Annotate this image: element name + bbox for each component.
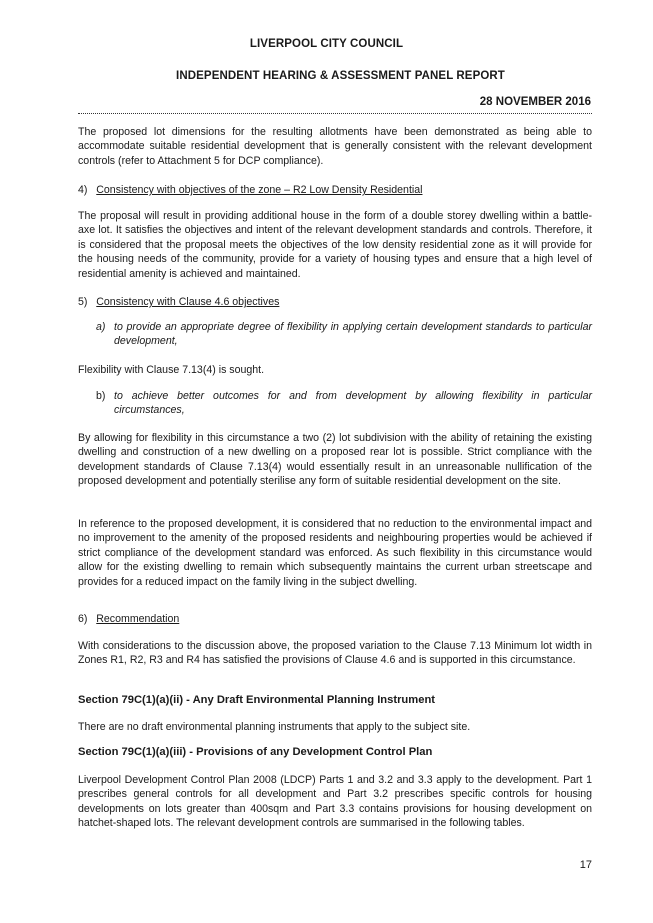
paragraph-subdivision: By allowing for flexibility in this circumstance a two (2) lot subdivision with the ability of retaining the existing dwelling and construction of a new dwelling on a proposed rear lot is possible. Strict compliance with the development standards of Clause 7.13(4) would essentially result in an unreasonable nullification of the proposed development and potentially sterilise any form of suitable residential development on the site. [78, 432, 592, 488]
item-6-label: Recommendation [96, 613, 180, 625]
paragraph-lot-dimensions: The proposed lot dimensions for the resulting allotments have been demonstrated as being able to accommodate suitable residential development that is generally consistent with the relevant development controls (refer to Attachment 5 for DCP compliance). [78, 126, 592, 167]
header-divider [78, 113, 592, 114]
objective-b [96, 389, 592, 418]
objective-a [96, 320, 592, 349]
section-heading-draft-epi: Section 79C(1)(a)(ii) - Any Draft Environmental Planning Instrument [78, 694, 435, 706]
paragraph-dcp: Liverpool Development Control Plan 2008 (LDCP) Parts 1 and 3.2 and 3.3 apply to the development. Part 1 prescribes general controls for all development and Part 3.2 prescribes specific controls for housing developments on lots greater than 400sqm and Part 3.3 contains provisions for housing development on hatchet-shaped lots. The relevant development controls are summarised in the following tables. [78, 774, 592, 830]
item-4-number: 4) [78, 184, 88, 196]
council-name: LIVERPOOL CITY COUNCIL [249, 38, 404, 50]
item-5-label: Consistency with Clause 4.6 objectives [96, 296, 280, 308]
report-date: 28 NOVEMBER 2016 [479, 96, 591, 108]
page-number: 17 [579, 859, 592, 871]
paragraph-zone-objectives: The proposal will result in providing additional house in the form of a double storey dwelling within a battle-axe lot. It satisfies the objectives and intent of the relevant development standards and controls. Therefore, it is considered that the proposal meets the objectives of the low density residential zone as it will provide for the housing needs of the community, provide for a variety of housing types and ensure that a high level of residential amenity is achieved and maintained. [78, 210, 592, 280]
objective-a-label: a) [96, 321, 106, 333]
section-heading-dcp: Section 79C(1)(a)(iii) - Provisions of any Development Control Plan [78, 746, 433, 758]
objective-b-label: b) [96, 390, 106, 402]
heading-item-4 [78, 183, 422, 197]
item-5-number: 5) [78, 296, 88, 308]
item-4-label: Consistency with objectives of the zone – R2 Low Density Residential [96, 184, 423, 196]
heading-item-6 [78, 612, 179, 626]
objective-b-text: to achieve better outcomes for and from development by allowing flexibility in particular circumstances, [114, 390, 592, 417]
heading-item-5 [78, 295, 279, 309]
paragraph-draft-epi: There are no draft environmental planning instruments that apply to the subject site. [78, 721, 471, 733]
objective-a-text: to provide an appropriate degree of flexibility in applying certain development standards to particular development, [114, 321, 592, 348]
paragraph-recommendation: With considerations to the discussion above, the proposed variation to the Clause 7.13 Minimum lot width in Zones R1, R2, R3 and R4 has satisfied the provisions of Clause 4.6 and is supported in this circumstance. [78, 640, 592, 667]
paragraph-flexibility: Flexibility with Clause 7.13(4) is sought. [78, 364, 265, 376]
item-6-number: 6) [78, 613, 88, 625]
report-title: INDEPENDENT HEARING & ASSESSMENT PANEL REPORT [176, 70, 505, 82]
paragraph-environmental-impact: In reference to the proposed development, it is considered that no reduction to the environmental impact and no improvement to the amenity of the proposed residents and neighbouring properties would be achieved if strict compliance of the development standard was enforced. As such flexibility in this circumstance would allow for the existing dwelling to remain which subsequently maintains the current urban streetscape and provides for a reduced impact on the family living in the subject dwelling. [78, 518, 592, 588]
